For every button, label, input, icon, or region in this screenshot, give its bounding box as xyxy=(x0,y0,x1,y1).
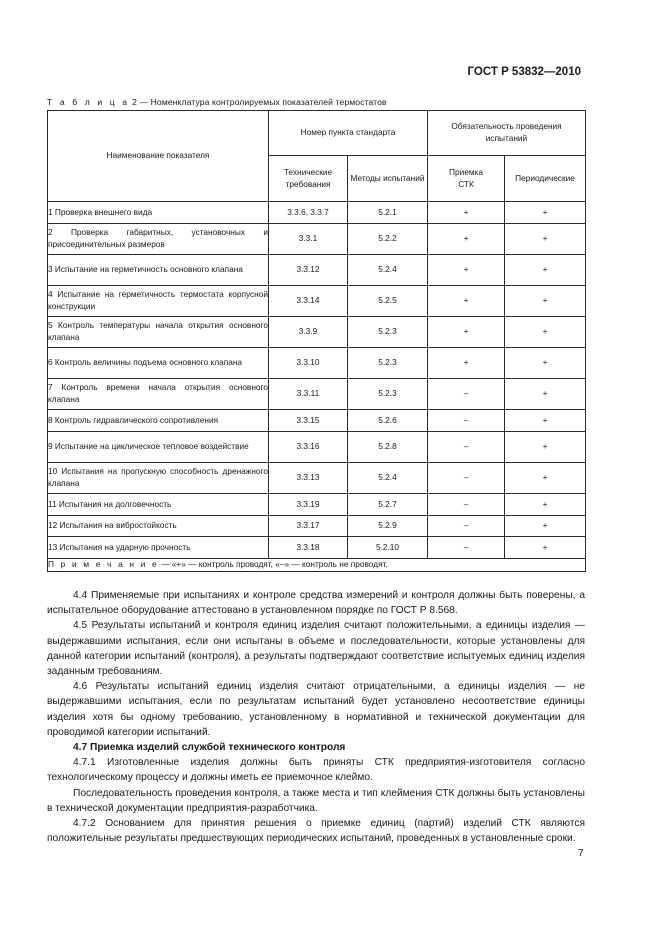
requirements-cell: 3.3.11 xyxy=(269,379,348,410)
paragraph-4-4: 4.4 Применяемые при испытаниях и контроле средства измерений и контроля должны быть поверены, а испытательное оборудование аттестовано в установленном порядке по ГОСТ Р 8.568. xyxy=(47,590,585,617)
table-row xyxy=(48,410,586,432)
table-note-row xyxy=(48,559,586,572)
methods-cell: 5.2.3 xyxy=(348,317,428,348)
header-acceptance: Приемка СТК xyxy=(428,156,505,202)
acceptance-cell: + xyxy=(428,255,505,286)
header-requirements: Технические требования xyxy=(269,156,348,202)
periodic-cell: + xyxy=(505,463,586,494)
requirements-cell: 3.3.1 xyxy=(269,224,348,255)
requirements-cell: 3.3.9 xyxy=(269,317,348,348)
requirements-cell: 3.3.14 xyxy=(269,286,348,317)
header-obligation: Обязательность проведения испытаний xyxy=(428,111,586,156)
acceptance-cell: – xyxy=(428,379,505,410)
periodic-cell: + xyxy=(505,224,586,255)
requirements-cell: 3.3.10 xyxy=(269,348,348,379)
table-row xyxy=(48,494,586,516)
acceptance-cell: + xyxy=(428,202,505,224)
requirements-cell: 3.3.17 xyxy=(269,516,348,537)
table-row xyxy=(48,255,586,286)
requirements-cell: 3.3.16 xyxy=(269,432,348,463)
requirements-cell: 3.3.6, 3.3.7 xyxy=(269,202,348,224)
paragraph-4-7-1-continued: Последовательность проведения контроля, а также места и тип клеймения СТК должны быть установлены в технической документации предприятия-разработчика. xyxy=(47,787,585,814)
methods-cell: 5.2.3 xyxy=(348,348,428,379)
indicator-name: 8 Контроль гидравлического сопротивления xyxy=(48,410,269,432)
table-row xyxy=(48,202,586,224)
table-row xyxy=(48,348,586,379)
periodic-cell: + xyxy=(505,516,586,537)
table-caption-text: 2 — Номенклатура контролируемых показателей термостатов xyxy=(129,97,387,107)
header-indicator-name: Наименование показателя xyxy=(48,111,269,202)
periodic-cell: + xyxy=(505,432,586,463)
periodic-cell: + xyxy=(505,348,586,379)
body-text xyxy=(47,588,585,846)
methods-cell: 5.2.9 xyxy=(348,516,428,537)
acceptance-cell: – xyxy=(428,410,505,432)
methods-cell: 5.2.7 xyxy=(348,494,428,516)
header-periodic: Периодические xyxy=(505,156,586,202)
header-methods: Методы испытаний xyxy=(348,156,428,202)
indicator-name: 11 Испытания на долговечность xyxy=(48,494,269,516)
acceptance-cell: + xyxy=(428,348,505,379)
table-caption-prefix: Т а б л и ц а xyxy=(47,97,130,107)
indicator-name: 10 Испытания на пропускную способность дренажного клапана xyxy=(48,463,269,494)
table-row xyxy=(48,379,586,410)
periodic-cell: + xyxy=(505,410,586,432)
indicator-name: 1 Проверка внешнего вида xyxy=(48,202,269,224)
methods-cell: 5.2.2 xyxy=(348,224,428,255)
periodic-cell: + xyxy=(505,494,586,516)
table-row xyxy=(48,286,586,317)
table-note-text: — «+» — контроль проводят, «–» — контроль не проводят. xyxy=(158,559,388,569)
acceptance-cell: – xyxy=(428,432,505,463)
table-row xyxy=(48,537,586,559)
methods-cell: 5.2.1 xyxy=(348,202,428,224)
acceptance-cell: – xyxy=(428,494,505,516)
paragraph-4-5: 4.5 Результаты испытаний и контроля единиц изделия считают положительными, а единицы изделия — выдержавшими испытания, если они испытаны в объеме и последовательности, которые установлены для данной категории испытаний (контроля), а результаты подтверждают соответствие испытуемых единиц изделия заданным требованиям. xyxy=(47,620,585,678)
requirements-cell: 3.3.15 xyxy=(269,410,348,432)
requirements-cell: 3.3.19 xyxy=(269,494,348,516)
table-row xyxy=(48,432,586,463)
periodic-cell: + xyxy=(505,537,586,559)
requirements-cell: 3.3.12 xyxy=(269,255,348,286)
methods-cell: 5.2.6 xyxy=(348,410,428,432)
acceptance-cell: – xyxy=(428,516,505,537)
table-row xyxy=(48,224,586,255)
indicator-name: 12 Испытания на вибростойкость xyxy=(48,516,269,537)
document-standard-header: ГОСТ Р 53832—2010 xyxy=(467,66,581,78)
indicators-table xyxy=(47,110,586,572)
paragraph-4-6: 4.6 Результаты испытаний единиц изделия считают отрицательными, а единицы изделия — не выдержавшими испытания, если по результатам испытаний будет установлено несоответствие единицы изделия хотя бы одному требованию, установленному в нормативной и технической документации для проводимой категории испытаний. xyxy=(47,681,585,738)
indicator-name: 9 Испытание на циклическое тепловое воздействие xyxy=(48,432,269,463)
acceptance-cell: + xyxy=(428,286,505,317)
table-note-label: П р и м е ч а н и е xyxy=(48,559,159,569)
periodic-cell: + xyxy=(505,317,586,348)
acceptance-cell: – xyxy=(428,537,505,559)
methods-cell: 5.2.10 xyxy=(348,537,428,559)
paragraph-4-7-1: 4.7.1 Изготовленные изделия должны быть приняты СТК предприятия-изготовителя согласно технологическому процессу и должны иметь ее приемочное клеймо. xyxy=(47,757,585,784)
methods-cell: 5.2.4 xyxy=(348,255,428,286)
table-row xyxy=(48,516,586,537)
table-note xyxy=(48,559,586,572)
periodic-cell: + xyxy=(505,286,586,317)
table-caption xyxy=(47,97,387,107)
section-heading-4-7: 4.7 Приемка изделий службой технического контроля xyxy=(73,742,346,754)
indicator-name: 13 Испытания на ударную прочность xyxy=(48,537,269,559)
acceptance-cell: + xyxy=(428,317,505,348)
indicator-name: 6 Контроль величины подъема основного клапана xyxy=(48,348,269,379)
acceptance-cell: – xyxy=(428,463,505,494)
periodic-cell: + xyxy=(505,202,586,224)
periodic-cell: + xyxy=(505,379,586,410)
indicator-name: 5 Контроль температуры начала открытия основного клапана xyxy=(48,317,269,348)
page-number: 7 xyxy=(578,848,584,859)
methods-cell: 5.2.3 xyxy=(348,379,428,410)
table-row xyxy=(48,317,586,348)
paragraph-4-7-2: 4.7.2 Основанием для принятия решения о приемке единиц (партий) изделий СТК являются положительные результаты предшествующих периодических испытаний, проведенных в установленные сроки. xyxy=(47,818,585,845)
requirements-cell: 3.3.18 xyxy=(269,537,348,559)
methods-cell: 5.2.8 xyxy=(348,432,428,463)
indicator-name: 3 Испытание на герметичность основного клапана xyxy=(48,255,269,286)
header-standard-point: Номер пункта стандарта xyxy=(269,111,428,156)
acceptance-cell: + xyxy=(428,224,505,255)
table-row xyxy=(48,463,586,494)
methods-cell: 5.2.4 xyxy=(348,463,428,494)
methods-cell: 5.2.5 xyxy=(348,286,428,317)
indicator-name: 2 Проверка габаритных, установочных и присоединительных размеров xyxy=(48,224,269,255)
indicator-name: 4 Испытание на герметичность термостата корпусной конструкции xyxy=(48,286,269,317)
periodic-cell: + xyxy=(505,255,586,286)
requirements-cell: 3.3.13 xyxy=(269,463,348,494)
indicator-name: 7 Контроль времени начала открытия основного клапана xyxy=(48,379,269,410)
